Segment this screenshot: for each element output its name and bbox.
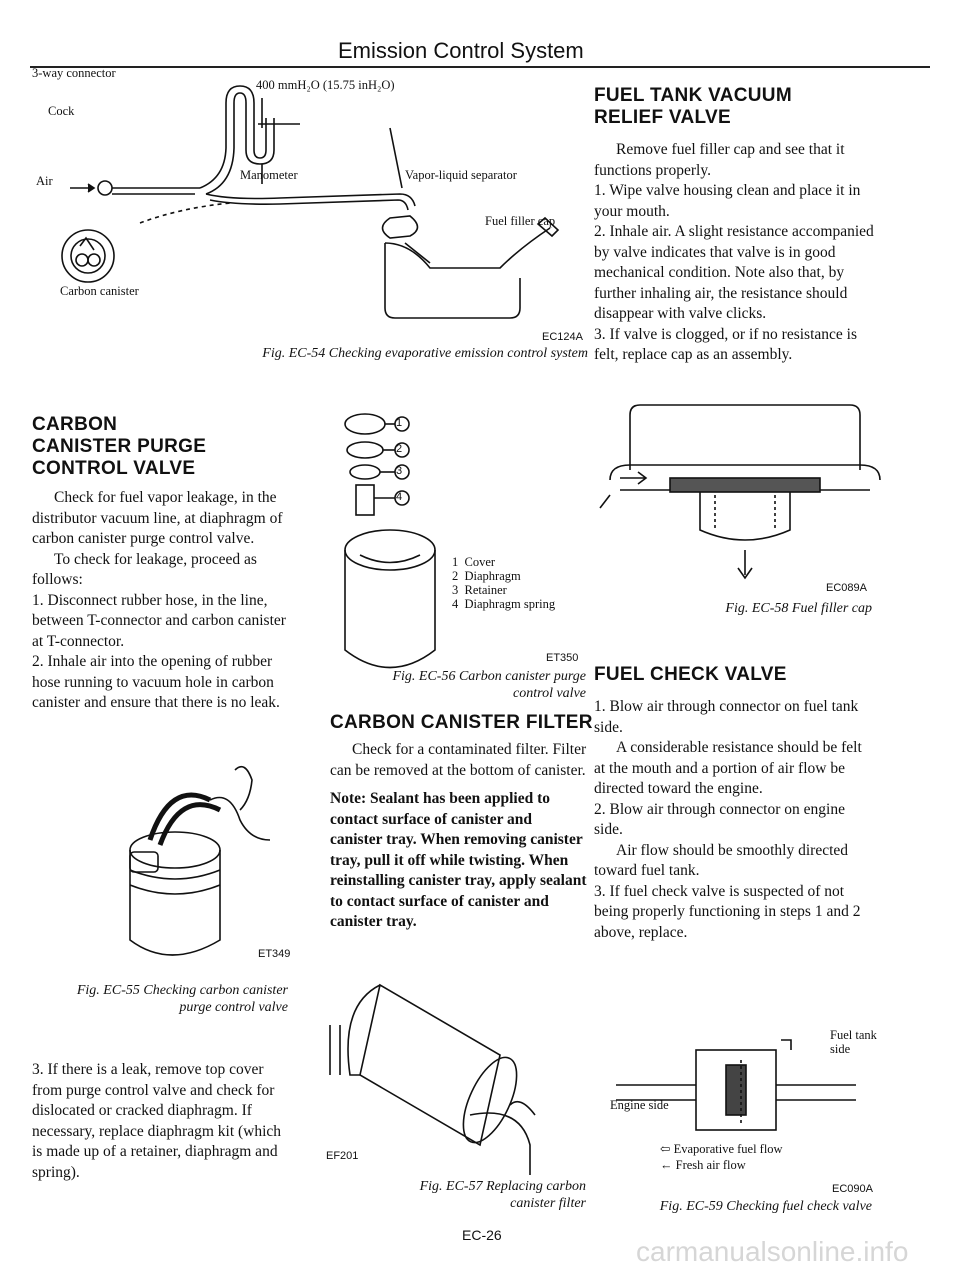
fig57-caption [330,1178,586,1212]
fig56-caption-line: Fig. EC-56 Carbon canister purge [392,669,586,684]
paragraph: 1. Blow air through connector on fuel tank side. [594,698,859,736]
right-body-1 [594,140,876,366]
fig54-code: EC124A [542,331,583,343]
fig59-caption: Fig. EC-59 Checking fuel check valve [659,1199,872,1214]
fig56-callout: 3 [396,465,403,477]
left-heading [32,414,292,480]
paragraph: 3. If there is a leak, remove top cover from purge control valve and check for dislocated or cracked diaphragm. If necessary, replace diaphragm kit (which is made up of a retainer, diaphragm and spring). [32,1061,282,1181]
fig55-caption [32,982,288,1016]
label-manometer-value: 400 mmH₂O (15.75 inH₂O) [256,78,395,92]
label-separator: Vapor-liquid separator [405,168,517,182]
paragraph: Check for a contaminated filter. Filter can be removed at the bottom of canister. [330,741,587,779]
fig-ec58-drawing [590,400,890,610]
right-heading-line: RELIEF VALVE [594,107,731,128]
fig58-code: EC089A [826,582,867,594]
middle-body [330,740,588,933]
legend-item: 4 Diaphragm spring [452,597,556,611]
right-heading-2: FUEL CHECK VALVE [594,664,787,685]
header-rule [30,66,930,68]
watermark: carmanualsonline.info [636,1236,909,1267]
label-manometer: Manometer [240,168,298,182]
fig57-code: EF201 [326,1150,359,1162]
fig59-label-fuel-tank: Fuel tank side [830,1028,877,1056]
vapor-liquid-separator-shape [383,216,418,238]
legend-item: 1 Cover [452,555,496,569]
fig59-label-engine-side: Engine side [610,1098,669,1112]
paragraph: 1. Wipe valve housing clean and place it in your mouth. [594,182,861,220]
left-heading-line: CARBON [32,414,118,435]
fig56-caption-line: control valve [513,686,586,701]
paragraph: 2. Inhale air into the opening of rubber hose running to vacuum hole in carbon canister and ensure that there is no leak. [32,653,280,711]
label-fuel-filler-cap: Fuel filler cap [485,214,556,228]
evap-system-diagram [30,78,630,348]
label-air: Air [36,174,53,188]
left-heading-line: CONTROL VALVE [32,458,196,479]
page-header-title: Emission Control System [338,38,584,63]
paragraph: Check for fuel vapor leakage, in the distributor vacuum line, at diaphragm of carbon canister purge control valve. [32,489,283,547]
fig59-label-evap-flow: ⇦ Evaporative fuel flow [660,1142,783,1156]
middle-heading: CARBON CANISTER FILTER [330,712,593,733]
fig54-caption: Fig. EC-54 Checking evaporative emission control system [262,346,588,361]
paragraph: 2. Inhale air. A slight resistance accompanied by valve indicates that valve is in good mechanical condition. Note also that, by further inhaling air, the resistance should disappear with valve clicks. [594,223,874,322]
legend-item: 3 Retainer [452,583,507,597]
fig55-caption-line: purge control valve [179,1000,288,1015]
label-carbon-canister: Carbon canister [60,284,139,298]
fig56-code: ET350 [546,652,579,664]
fig56-callout: 4 [396,491,403,503]
fig56-legend [452,555,555,611]
left-heading-line: CANISTER PURGE [32,436,207,457]
fig57-caption-line: canister filter [510,1196,586,1211]
fig56-callout: 2 [396,443,403,455]
fig-ec57-drawing [320,965,580,1175]
right-heading-line: FUEL TANK VACUUM [594,85,792,106]
note-paragraph: Note: Sealant has been applied to contact surface of canister and canister tray. When removing canister tray, pull it off while twisting. When reinstalling canister tray, apply sealant to contact surface of canister and canister tray. [330,790,587,930]
right-body-2 [594,697,876,943]
carbon-canister-shape [62,230,114,282]
paragraph: Air flow should be smoothly directed toward fuel tank. [594,841,849,879]
paragraph: 3. If valve is clogged, or if no resistance is felt, replace cap as an assembly. [594,325,857,363]
paragraph: 3. If fuel check valve is suspected of not being properly functioning in steps 1 and 2 above, replace. [594,882,861,941]
left-body-2 [32,1060,288,1183]
label-3way-connector: 3-way connector [32,66,116,80]
fig-ec55-drawing [70,760,310,960]
paragraph: A considerable resistance should be felt at the mouth and a portion of air flow be directed toward the engine. [594,739,862,797]
paragraph: Remove fuel filler cap and see that it functions properly. [594,141,845,179]
left-body [32,488,288,714]
right-heading-1 [594,85,894,129]
paragraph: 1. Disconnect rubber hose, in the line, between T-connector and carbon canister at T-connector. [32,591,286,650]
fig59-code: EC090A [832,1183,873,1195]
fig56-caption [330,668,586,702]
page-number: EC-26 [462,1227,502,1243]
paragraph: To check for leakage, proceed as follows: [32,550,257,588]
fig55-code: ET349 [258,948,291,960]
fuel-tank-shape [385,243,520,318]
paragraph: 2. Blow air through connector on engine side. [594,800,845,838]
legend-item: 2 Diaphragm [452,569,521,583]
fig56-callout: 1 [396,417,403,429]
fig58-caption: Fig. EC-58 Fuel filler cap [725,601,872,616]
fig59-label-fresh-air: ← Fresh air flow [660,1158,746,1172]
fig-ec56-drawing [340,410,590,670]
fig55-caption-line: Fig. EC-55 Checking carbon canister [76,983,288,998]
label-cock: Cock [48,104,75,118]
cock-shape [98,181,112,195]
fig57-caption-line: Fig. EC-57 Replacing carbon [419,1179,586,1194]
